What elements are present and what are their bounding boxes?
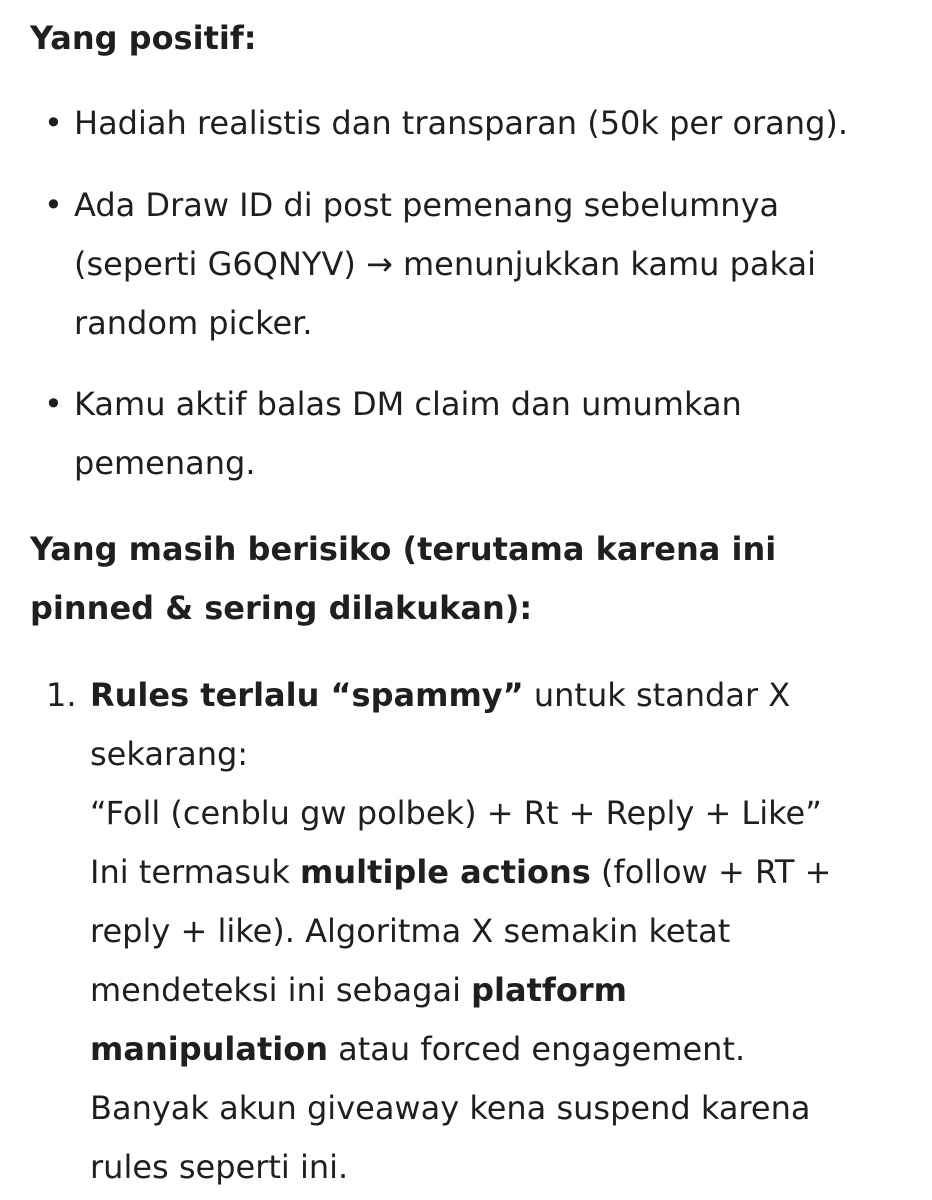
risk-heading-line-1: Yang masih berisiko (terutama karena ini	[30, 530, 777, 568]
risk-item-1-line-4-pre: Ini termasuk	[90, 853, 301, 891]
bullet-icon: •	[44, 385, 63, 423]
risk-item-1-line-8: Banyak akun giveaway kena suspend karena	[90, 1089, 811, 1127]
risk-item-1-line-1	[90, 666, 790, 724]
bullet-icon: •	[44, 104, 63, 142]
positive-item-2-line-1: Ada Draw ID di post pemenang sebelumnya	[74, 186, 780, 224]
risk-item-1-title-rest: untuk standar X	[523, 676, 791, 714]
list-number: 1.	[46, 676, 77, 714]
risk-item-1-line-9: rules seperti ini.	[90, 1148, 349, 1186]
risk-item-1-line-7-post: atau forced engagement.	[327, 1030, 746, 1068]
positive-item-2-line-3: random picker.	[74, 304, 313, 342]
bullet-icon: •	[44, 186, 63, 224]
positive-item-3-line-1: Kamu aktif balas DM claim dan umumkan	[74, 385, 742, 423]
risk-item-1-line-6	[90, 961, 627, 1019]
risk-item-1-line-4-bold: multiple actions	[300, 853, 591, 891]
risk-item-1-line-6-pre: mendeteksi ini sebagai	[90, 971, 472, 1009]
risk-item-1-line-4-post: (follow + RT +	[590, 853, 832, 891]
positive-item-1-line-1: Hadiah realistis dan transparan (50k per orang).	[74, 104, 849, 142]
positive-item-3-line-2: pemenang.	[74, 444, 256, 482]
positive-item-2-line-2: (seperti G6QNYV) → menunjukkan kamu pakai	[74, 245, 816, 283]
risk-item-1-line-4	[90, 843, 831, 901]
risk-item-1-line-7	[90, 1020, 745, 1078]
risk-item-1-quote: “Foll (cenblu gw polbek) + Rt + Reply + Like”	[90, 794, 822, 832]
risk-item-1-line-6-bold: platform	[471, 971, 627, 1009]
risk-item-1-line-5: reply + like). Algoritma X semakin ketat	[90, 912, 731, 950]
positive-heading: Yang positif:	[30, 19, 257, 57]
risk-heading-line-2: pinned & sering dilakukan):	[30, 589, 533, 627]
risk-item-1-bold-title: Rules terlalu “spammy”	[90, 676, 524, 714]
risk-item-1-line-7-bold: manipulation	[90, 1030, 328, 1068]
risk-item-1-line-2: sekarang:	[90, 735, 249, 773]
